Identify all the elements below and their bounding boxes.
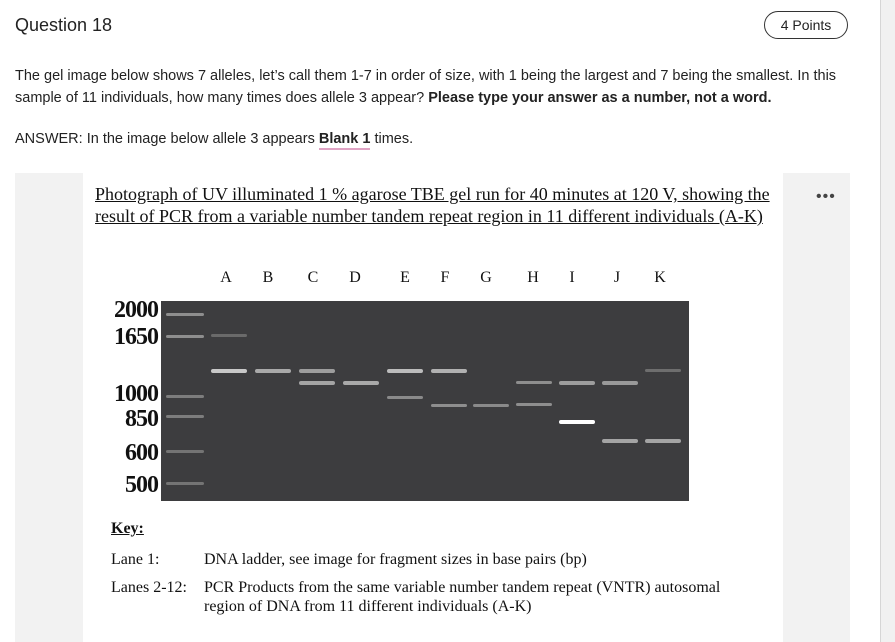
answer-suffix: times. — [370, 131, 414, 147]
ladder-label-1650: 1650 — [114, 324, 158, 350]
gel-band — [473, 404, 509, 407]
answer-prefix: ANSWER: In the image below allele 3 appears — [15, 131, 319, 147]
key-row-label: Lane 1: — [111, 551, 160, 568]
gel-figure — [83, 173, 783, 642]
lane-label-b: B — [262, 269, 274, 286]
gel-band — [559, 381, 595, 385]
gel-band — [211, 334, 247, 337]
lane-label-e: E — [400, 269, 410, 286]
gel-band — [299, 369, 335, 373]
figure-caption: Photograph of UV illuminated 1 % agarose TBE gel run for 40 minutes at 120 V, showing the result of PCR from a variable number tandem repeat region in 11 different individuals (A-K) — [95, 184, 770, 226]
lane-label-d: D — [349, 269, 361, 286]
lane-label-k: K — [654, 269, 666, 286]
gel-band — [387, 369, 423, 373]
gel-band — [559, 420, 595, 424]
ladder-label-500: 500 — [125, 472, 158, 498]
blank-1-input[interactable]: Blank 1 — [319, 131, 371, 150]
lane-label-c: C — [307, 269, 319, 286]
ladder-label-600: 600 — [125, 440, 158, 466]
gel-band — [431, 369, 467, 373]
ladder-label-1000: 1000 — [114, 381, 158, 407]
gel-band — [645, 369, 681, 372]
key-row-text: DNA ladder, see image for fragment sizes in base pairs (bp) — [204, 551, 587, 568]
prompt-emphasis: Please type your answer as a number, not a word. — [428, 90, 772, 106]
ladder-band — [166, 482, 204, 485]
question-prompt — [15, 65, 845, 109]
lane-label-i: I — [569, 269, 575, 286]
scrollbar[interactable] — [880, 0, 895, 642]
gel-band — [516, 403, 552, 406]
ladder-band — [166, 450, 204, 453]
gel-band — [211, 369, 247, 373]
question-header — [0, 0, 878, 52]
gel-band — [299, 381, 335, 385]
prompt-text: The gel image below shows 7 alleles, let’s call them 1-7 in order of size, with 1 being the largest and 7 being the smallest. In this sample of 11 individuals, how many times does allele 3 appear? — [15, 68, 837, 106]
ladder-band — [166, 313, 204, 316]
ladder-label-850: 850 — [125, 406, 158, 432]
key-row-text: PCR Products from the same variable number tandem repeat (VNTR) autosomal region of DNA from 11 different individuals (A-K) — [204, 579, 721, 615]
gel-band — [431, 404, 467, 407]
lane-label-g: G — [480, 269, 492, 286]
more-options-icon[interactable]: ••• — [816, 188, 836, 205]
key-title: Key: — [111, 520, 144, 537]
gel-image — [161, 301, 689, 501]
gel-band — [602, 381, 638, 385]
lane-label-j: J — [613, 269, 621, 286]
ladder-band — [166, 395, 204, 398]
points-badge: 4 Points — [764, 11, 848, 39]
lane-label-a: A — [220, 269, 232, 286]
gel-band — [343, 381, 379, 385]
lane-label-f: F — [440, 269, 450, 286]
ladder-band — [166, 415, 204, 418]
question-image-container — [15, 173, 850, 642]
question-title: Question 18 — [15, 15, 113, 35]
gel-band — [255, 369, 291, 373]
ladder-band — [166, 335, 204, 338]
gel-band — [516, 381, 552, 384]
answer-line — [15, 131, 413, 147]
gel-band — [602, 439, 638, 443]
lane-label-h: H — [527, 269, 539, 286]
gel-band — [645, 439, 681, 443]
gel-band — [387, 396, 423, 399]
ladder-label-2000: 2000 — [114, 297, 158, 323]
key-row-label: Lanes 2-12: — [111, 579, 187, 596]
